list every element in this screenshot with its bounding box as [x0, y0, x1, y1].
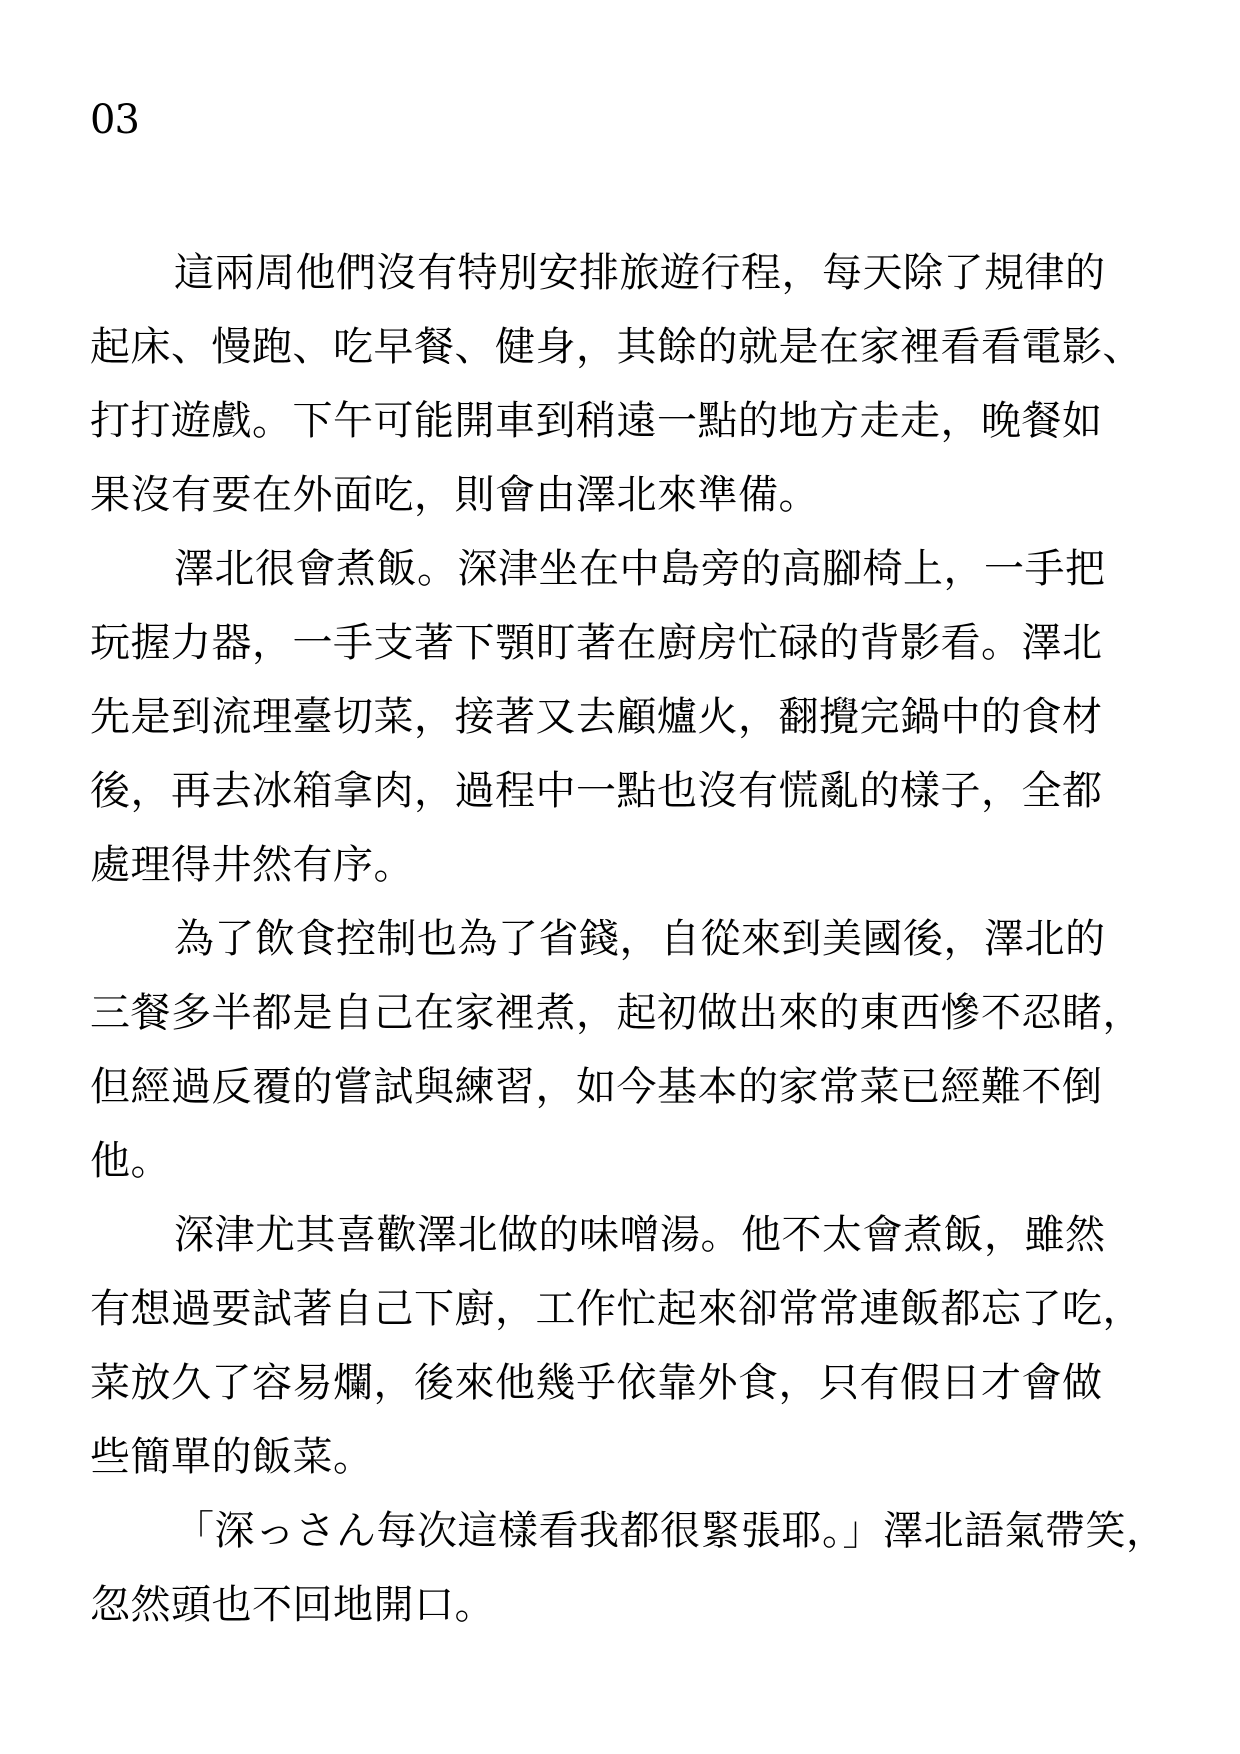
text-line: 起床、慢跑、吃早餐、健身，其餘的就是在家裡看看電影、: [90, 324, 1143, 370]
text-line: 忽然頭也不回地開口。: [90, 1582, 495, 1628]
text-line: 三餐多半都是自己在家裡煮，起初做出來的東西慘不忍睹，: [90, 990, 1143, 1036]
text-line: 深津尤其喜歡澤北做的味噌湯。他不太會煮飯，雖然: [174, 1212, 1106, 1258]
text-line: 有想過要試著自己下廚，工作忙起來卻常常連飯都忘了吃，: [90, 1286, 1143, 1332]
text-line: 先是到流理臺切菜，接著又去顧爐火，翻攪完鍋中的食材: [90, 694, 1103, 740]
text-line: 打打遊戲。下午可能開車到稍遠一點的地方走走，晚餐如: [90, 398, 1103, 444]
text-line: 菜放久了容易爛，後來他幾乎依靠外食，只有假日才會做: [90, 1360, 1103, 1406]
text-line: 他。: [90, 1138, 171, 1184]
text-line: 澤北很會煮飯。深津坐在中島旁的高腳椅上，一手把: [174, 546, 1106, 592]
text-line: 處理得井然有序。: [90, 842, 414, 888]
text-line: 後，再去冰箱拿肉，過程中一點也沒有慌亂的樣子，全都: [90, 768, 1103, 814]
text-line: 果沒有要在外面吃，則會由澤北來準備。: [90, 472, 819, 518]
text-line: 「深っさん每次這樣看我都很緊張耶。」澤北語氣帶笑，: [174, 1508, 1167, 1554]
text-line: 為了飲食控制也為了省錢，自從來到美國後，澤北的: [174, 916, 1106, 962]
body-text: [90, 236, 1190, 1642]
text-line: 些簡單的飯菜。: [90, 1434, 374, 1480]
page-number: 03: [90, 97, 139, 143]
text-line: 玩握力器，一手支著下顎盯著在廚房忙碌的背影看。澤北: [90, 620, 1103, 666]
text-line: 這兩周他們沒有特別安排旅遊行程，每天除了規律的: [174, 250, 1106, 296]
text-line: 但經過反覆的嘗試與練習，如今基本的家常菜已經難不倒: [90, 1064, 1103, 1110]
